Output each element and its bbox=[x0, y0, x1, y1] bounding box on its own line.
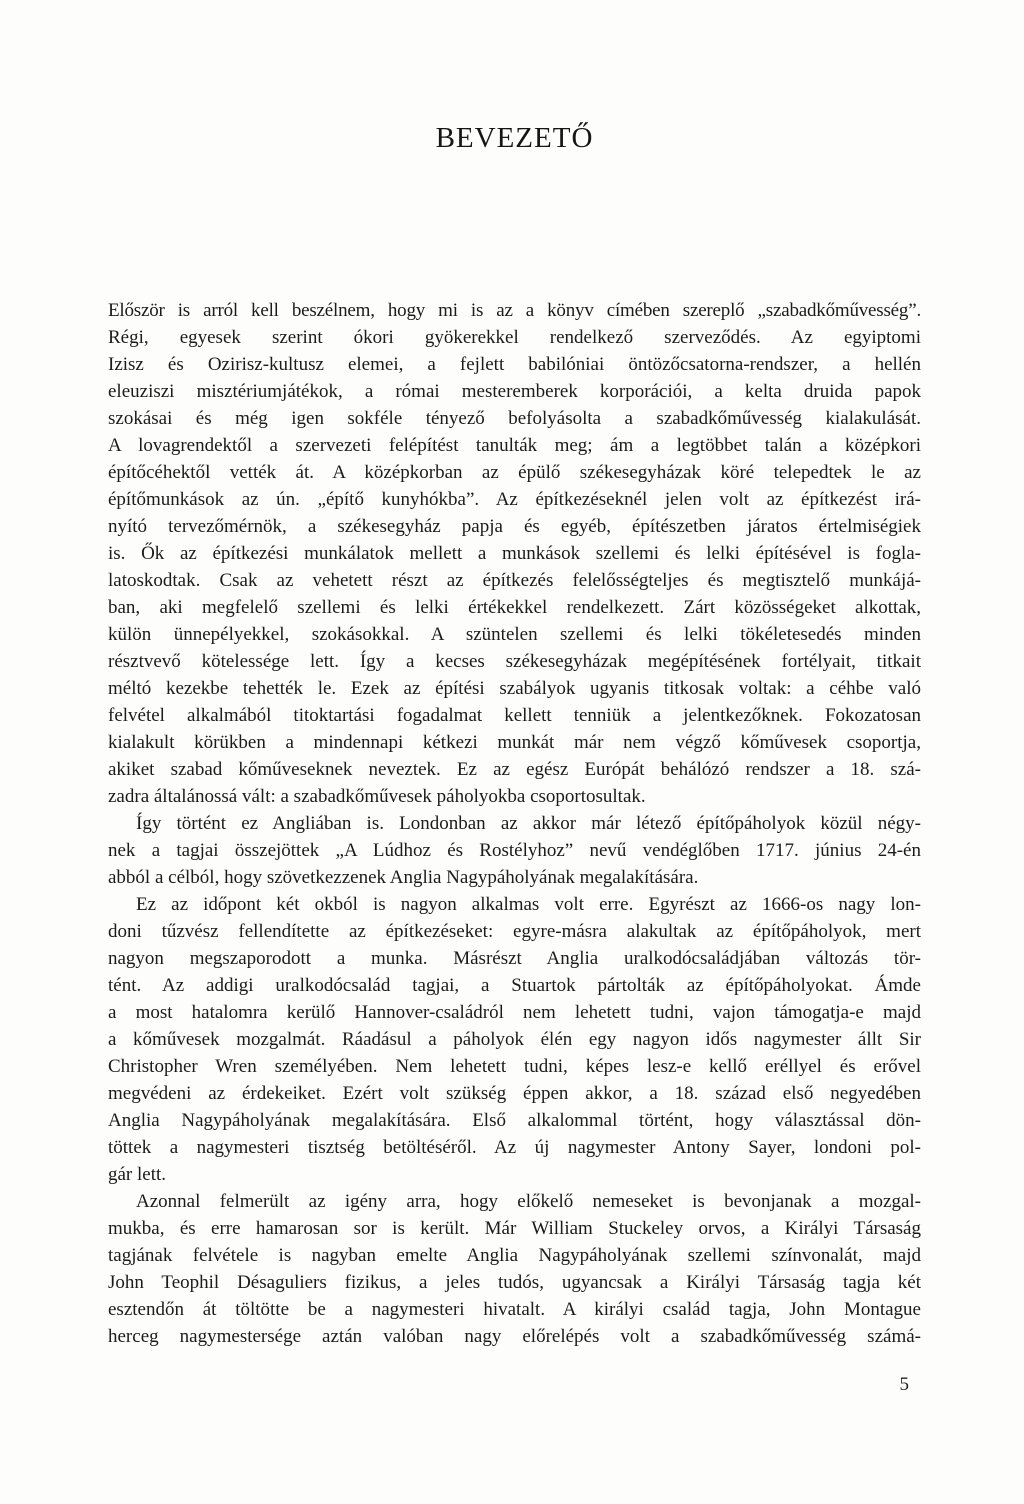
text-line: építőcéhektől vették át. A középkorban az épülő székesegyházak köré telepedtek le az bbox=[108, 462, 921, 483]
text-line: ban, aki megfelelő szellemi és lelki értékekkel rendelkezett. Zárt közösségeket alkottak, bbox=[108, 597, 921, 618]
text-line: nagyon megszaporodott a munka. Másrészt Anglia uralkodócsaládjában változás tör- bbox=[108, 948, 921, 969]
text-line: esztendőn át töltötte be a nagymesteri hivatalt. A királyi család tagja, John Montague bbox=[108, 1299, 921, 1320]
page-number bbox=[108, 1374, 921, 1396]
text-line: akiket szabad kőműveseknek neveztek. Ez az egész Európát behálózó rendszer a 18. szá- bbox=[108, 759, 921, 780]
text-line: a kőművesek mozgalmát. Ráadásul a páholyok élén egy nagyon idős nagymester állt Sir bbox=[108, 1029, 921, 1050]
text-line: Anglia Nagypáholyának megalakítására. Első alkalommal történt, hogy választással dön- bbox=[108, 1110, 921, 1131]
text-line: építőmunkások az ún. „építő kunyhókba”. Az építkezéseknél jelen volt az építkezést irá- bbox=[108, 489, 921, 510]
paragraph bbox=[108, 1188, 921, 1350]
text-line: Így történt ez Angliában is. Londonban az akkor már létező építőpáholyok közül négy- bbox=[136, 813, 921, 834]
text-line: latoskodtak. Csak az vehetett részt az építkezés felelősségteljes és megtisztelő munkájá- bbox=[108, 570, 921, 591]
text-line: Ez az időpont két okból is nagyon alkalmas volt erre. Egyrészt az 1666-os nagy lon- bbox=[136, 894, 921, 915]
text-line: John Teophil Désaguliers fizikus, a jeles tudós, ugyancsak a Királyi Társaság tagja két bbox=[108, 1272, 921, 1293]
chapter-title: BEVEZETŐ bbox=[435, 122, 594, 154]
text-line: eleuziszi misztériumjátékok, a római mesteremberek korporációi, a kelta druida papok bbox=[108, 381, 921, 402]
text-line: mukba, és erre hamarosan sor is került. Már William Stuckeley orvos, a Királyi Társaság bbox=[108, 1218, 921, 1239]
text-block bbox=[108, 297, 921, 1350]
text-line: nek a tagjai összejöttek „A Lúdhoz és Rostélyhoz” nevű vendéglőben 1717. június 24-én bbox=[108, 840, 921, 861]
text-line: gár lett. bbox=[108, 1164, 167, 1185]
text-line: Izisz és Ozirisz-kultusz elemei, a fejlett babilóniai öntözőcsatorna-rendszer, a hellén bbox=[108, 354, 921, 375]
text-line: szokásai és még igen sokféle tényező befolyásolta a szabadkőművesség kialakulását. bbox=[108, 408, 921, 429]
text-line: tagjának felvétele is nagyban emelte Anglia Nagypáholyának szellemi színvonalát, majd bbox=[108, 1245, 921, 1266]
text-line: abból a célból, hogy szövetkezzenek Anglia Nagypáholyának megalakítására. bbox=[108, 867, 699, 888]
text-line: Azonnal felmerült az igény arra, hogy előkelő nemeseket is bevonjanak a mozgal- bbox=[136, 1191, 921, 1212]
page-number-value: 5 bbox=[899, 1374, 909, 1395]
text-line: megvédeni az érdekeiket. Ezért volt szükség éppen akkor, a 18. század első negyedében bbox=[108, 1083, 921, 1104]
text-line: külön ünnepélyekkel, szokásokkal. A szüntelen szellemi és lelki tökéletesedés minden bbox=[108, 624, 921, 645]
text-line: Először is arról kell beszélnem, hogy mi is az a könyv címében szereplő „szabadkőművesség”. bbox=[108, 300, 921, 321]
paragraph bbox=[108, 297, 921, 810]
text-line: doni tűzvész fellendítette az építkezéseket: egyre-másra alakultak az építőpáholyok, mert bbox=[108, 921, 921, 942]
text-line: kialakult körükben a mindennapi kétkezi munkát már nem végző kőművesek csoportja, bbox=[108, 732, 921, 753]
paragraph bbox=[108, 891, 921, 1188]
text-line: Christopher Wren személyében. Nem lehetett tudni, képes lesz-e kellő eréllyel és erővel bbox=[108, 1056, 921, 1077]
text-line: is. Ők az építkezési munkálatok mellett a munkások szellemi és lelki építésével is fogla- bbox=[108, 543, 921, 564]
text-line: töttek a nagymesteri tisztség betöltéséről. Az új nagymester Antony Sayer, londoni pol- bbox=[108, 1137, 921, 1158]
paragraph bbox=[108, 810, 921, 891]
text-line: zadra általánossá vált: a szabadkőművesek páholyokba csoportosultak. bbox=[108, 786, 646, 807]
text-line: méltó kezekbe tehették le. Ezek az építési szabályok ugyanis titkosak voltak: a céhbe való bbox=[108, 678, 921, 699]
text-line: a most hatalomra kerülő Hannover-családról nem lehetett tudni, vajon támogatja-e majd bbox=[108, 1002, 921, 1023]
text-line: Régi, egyesek szerint ókori gyökerekkel rendelkező szerveződés. Az egyiptomi bbox=[108, 327, 921, 348]
text-line: felvétel alkalmából titoktartási fogadalmat kellett tenniük a jelentkezőknek. Fokozatosan bbox=[108, 705, 921, 726]
text-line: herceg nagymestersége aztán valóban nagy előrelépés volt a szabadkőművesség számá- bbox=[108, 1326, 921, 1347]
text-line: tént. Az addigi uralkodócsalád tagjai, a Stuartok pártolták az építőpáholyokat. Ámde bbox=[108, 975, 921, 996]
text-line: A lovagrendektől a szervezeti felépítést tanulták meg; ám a legtöbbet talán a középkori bbox=[108, 435, 921, 456]
text-line: nyító tervezőmérnök, a székesegyház papja és egyéb, építészetben járatos értelmiségiek bbox=[108, 516, 921, 537]
text-line: résztvevő kötelessége lett. Így a kecses székesegyházak megépítésének fortélyait, titkait bbox=[108, 651, 921, 672]
